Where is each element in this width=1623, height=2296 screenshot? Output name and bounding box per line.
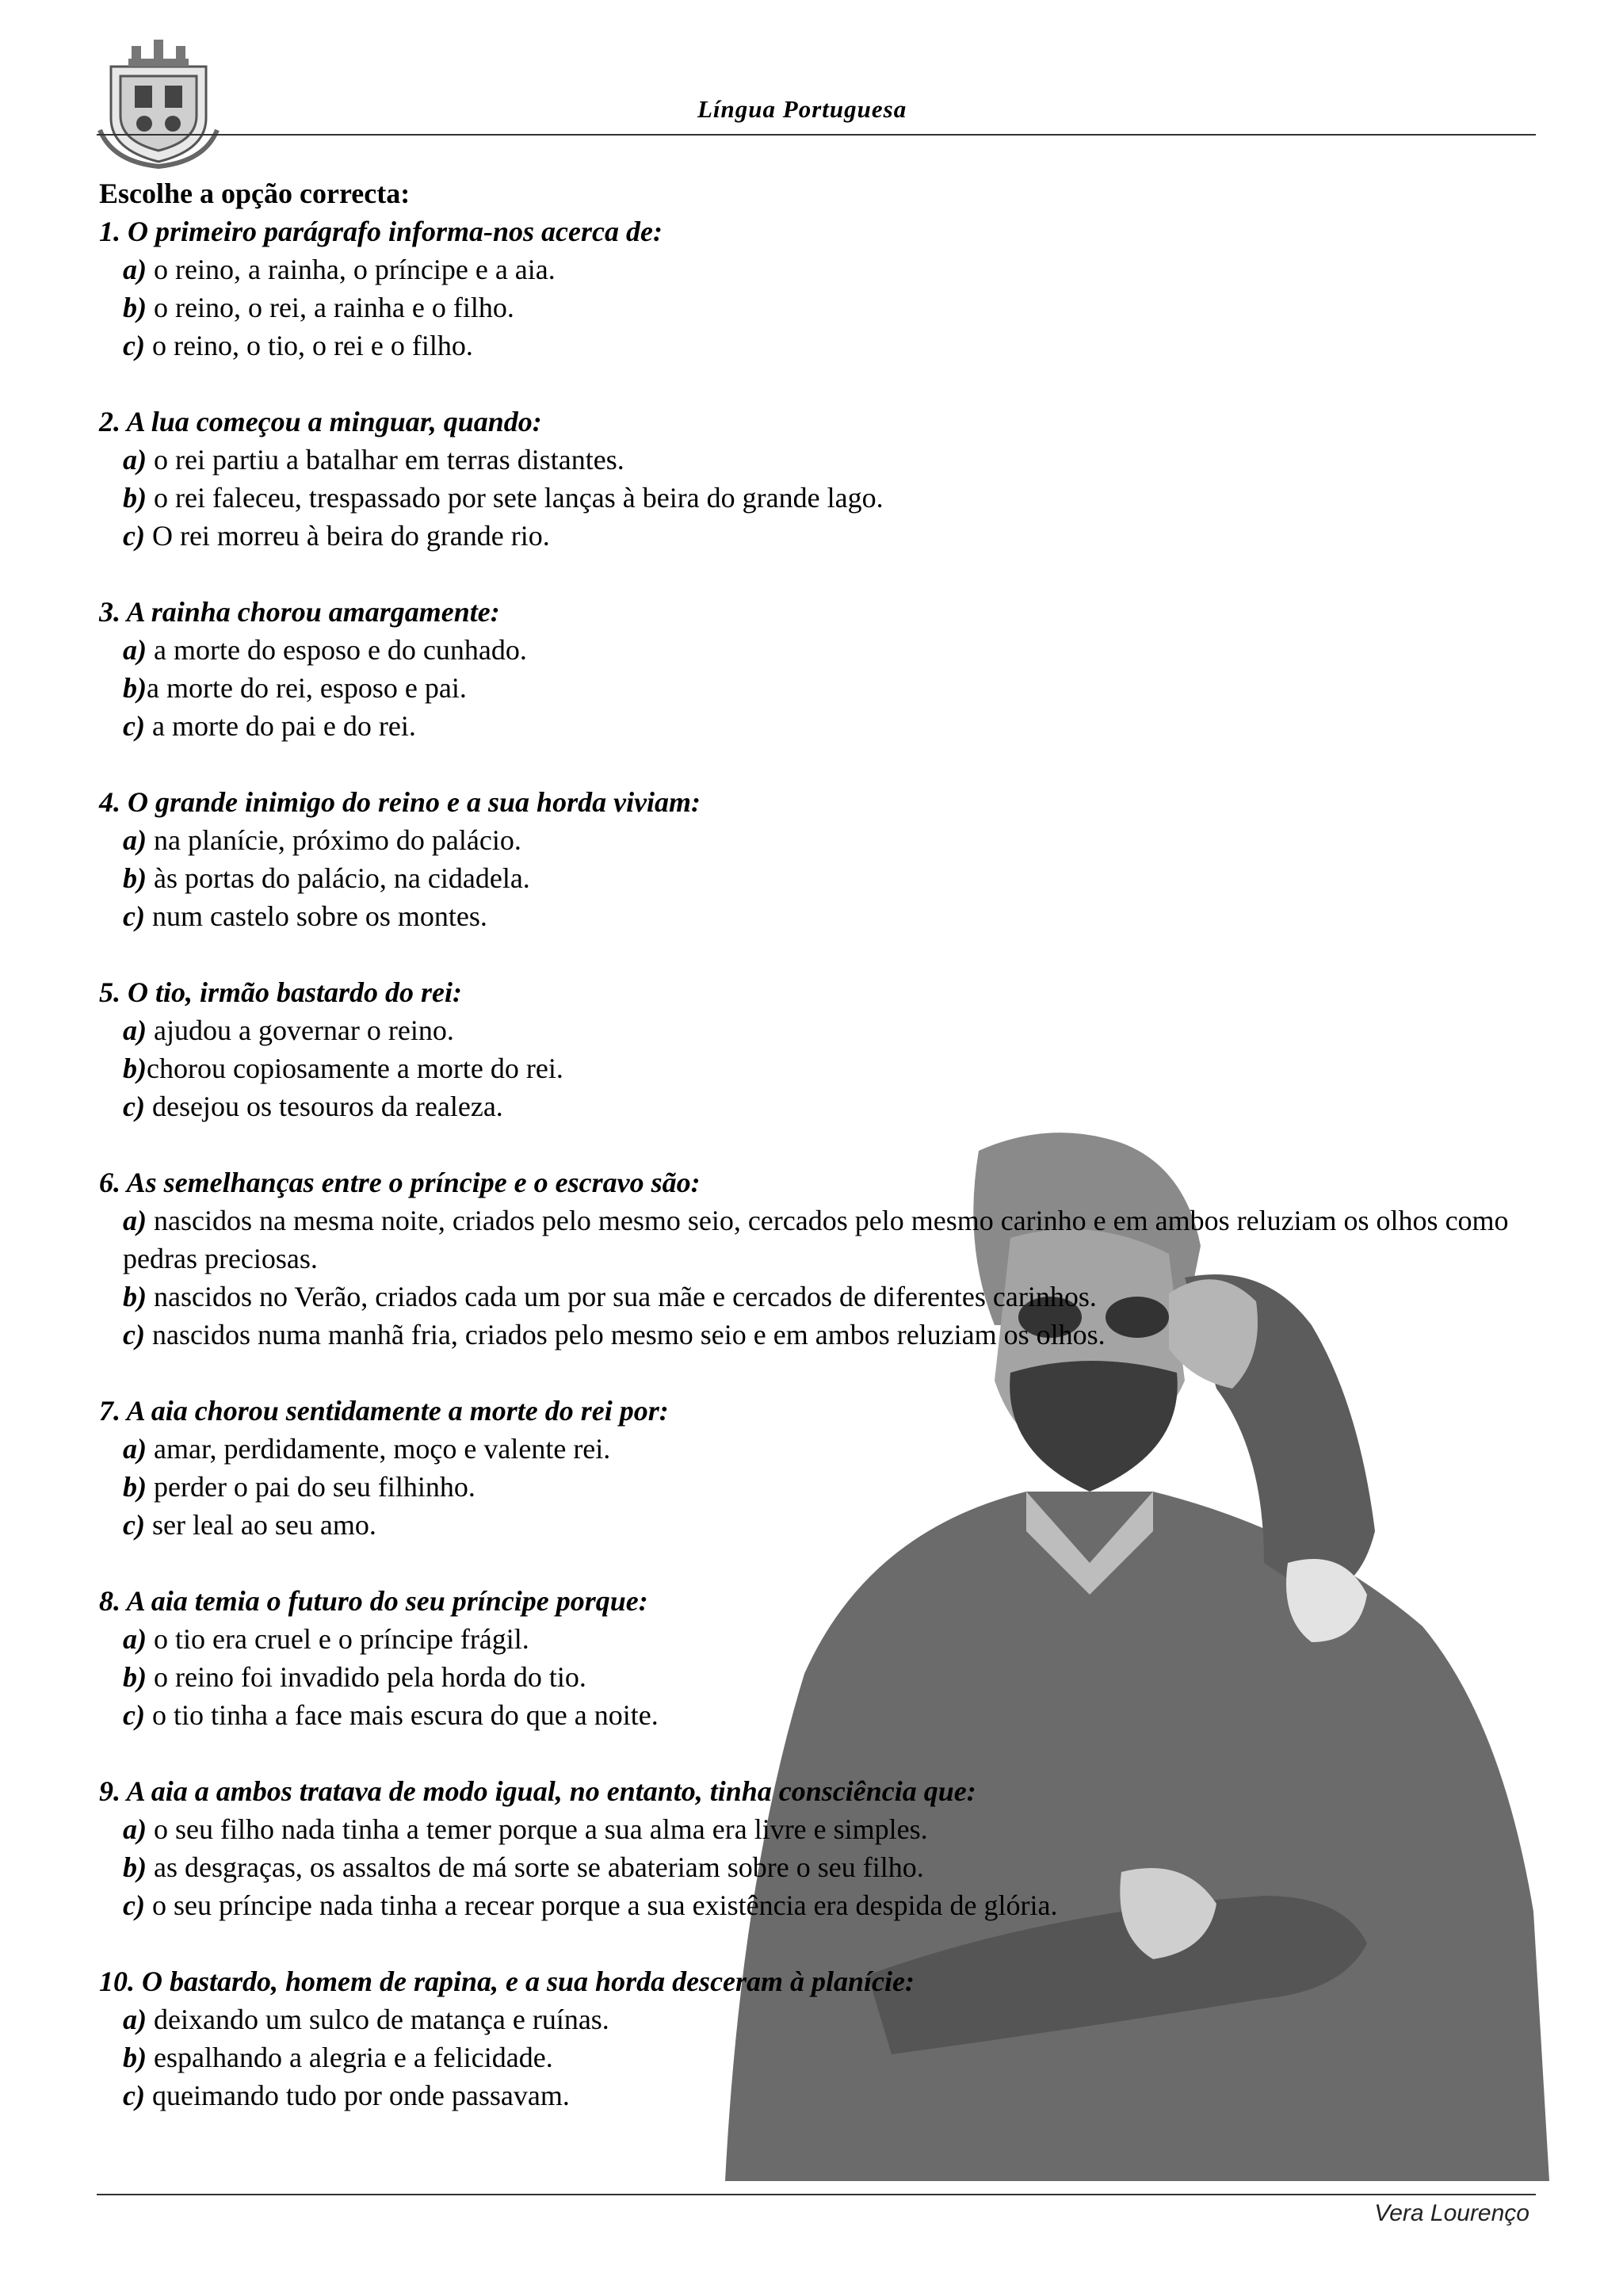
option-b — [99, 1658, 1541, 1696]
option-b — [99, 479, 1541, 517]
option-text: o reino, a rainha, o príncipe e a aia. — [147, 254, 556, 285]
option-letter: b) — [123, 672, 147, 704]
option-b — [99, 1049, 1541, 1087]
question-8 — [99, 1582, 1541, 1734]
option-text: chorou copiosamente a morte do rei. — [147, 1052, 563, 1084]
question-text: 4. O grande inimigo do reino e a sua horda viviam: — [99, 786, 701, 818]
option-letter: c) — [123, 1509, 145, 1541]
option-c — [99, 1506, 1541, 1544]
option-text: desejou os tesouros da realeza. — [144, 1091, 503, 1122]
option-a — [99, 1620, 1541, 1658]
question-text: 2. A lua começou a minguar, quando: — [99, 406, 542, 437]
option-text: num castelo sobre os montes. — [144, 900, 487, 932]
option-c — [99, 2076, 1541, 2115]
option-text: o rei partiu a batalhar em terras distantes. — [147, 444, 624, 476]
option-a — [99, 1810, 1541, 1848]
option-letter: b) — [123, 482, 147, 514]
option-c — [99, 707, 1541, 745]
header-title: Língua Portuguesa — [697, 95, 907, 123]
option-a — [99, 2000, 1541, 2038]
option-a — [99, 821, 1541, 859]
option-letter: a) — [123, 444, 147, 476]
option-text: perder o pai do seu filhinho. — [147, 1471, 475, 1503]
option-letter: c) — [123, 2080, 145, 2111]
option-b — [99, 669, 1541, 707]
option-text: ajudou a governar o reino. — [147, 1014, 454, 1046]
option-letter: a) — [123, 824, 147, 856]
option-letter: a) — [123, 634, 147, 666]
option-text: às portas do palácio, na cidadela. — [147, 862, 530, 894]
option-text: o seu príncipe nada tinha a recear porque a sua existência era despida de glória. — [144, 1889, 1058, 1921]
option-letter: c) — [123, 1091, 145, 1122]
option-letter: a) — [123, 2004, 147, 2035]
option-letter: a) — [123, 1813, 147, 1845]
question-text: 6. As semelhanças entre o príncipe e o escravo são: — [99, 1167, 701, 1198]
option-text: o tio tinha a face mais escura do que a noite. — [144, 1699, 659, 1731]
question-9 — [99, 1772, 1541, 1924]
option-c — [99, 517, 1541, 555]
option-a — [99, 441, 1541, 479]
option-text: o seu filho nada tinha a temer porque a sua alma era livre e simples. — [147, 1813, 928, 1845]
question-text: 1. O primeiro parágrafo informa-nos acerca de: — [99, 216, 663, 247]
question-10 — [99, 1962, 1541, 2115]
question-5 — [99, 973, 1541, 1125]
option-letter: b) — [123, 292, 147, 323]
question-text: 3. A rainha chorou amargamente: — [99, 596, 500, 628]
option-text: o reino, o rei, a rainha e o filho. — [147, 292, 514, 323]
option-letter: b) — [123, 2042, 147, 2073]
worksheet-content — [99, 174, 1541, 2153]
option-c — [99, 1696, 1541, 1734]
option-b — [99, 288, 1541, 327]
option-text: queimando tudo por onde passavam. — [144, 2080, 570, 2111]
option-text: nascidos no Verão, criados cada um por sua mãe e cercados de diferentes carinhos. — [147, 1281, 1097, 1312]
question-6 — [99, 1163, 1541, 1354]
option-letter: a) — [123, 1014, 147, 1046]
option-text: o reino, o tio, o rei e o filho. — [144, 330, 473, 361]
option-text: ser leal ao seu amo. — [144, 1509, 376, 1541]
option-b — [99, 1278, 1541, 1316]
option-text: amar, perdidamente, moço e valente rei. — [147, 1433, 611, 1465]
question-text: 10. O bastardo, homem de rapina, e a sua horda desceram à planície: — [99, 1966, 915, 1997]
option-letter: a) — [123, 1623, 147, 1655]
question-2 — [99, 403, 1541, 555]
option-letter: c) — [123, 1699, 145, 1731]
option-c — [99, 1316, 1541, 1354]
option-text: na planície, próximo do palácio. — [147, 824, 521, 856]
option-c — [99, 327, 1541, 365]
option-letter: c) — [123, 520, 145, 552]
footer-divider — [97, 2194, 1536, 2195]
option-letter: a) — [123, 1205, 147, 1236]
option-text: a morte do pai e do rei. — [144, 710, 416, 742]
option-a — [99, 1430, 1541, 1468]
option-text: deixando um sulco de matança e ruínas. — [147, 2004, 609, 2035]
option-text: o reino foi invadido pela horda do tio. — [147, 1661, 586, 1693]
option-text: nascidos na mesma noite, criados pelo mesmo seio, cercados pelo mesmo carinho e em ambos reluziam os olhos como pedras preciosas. — [123, 1205, 1509, 1274]
option-a — [99, 631, 1541, 669]
option-a — [99, 1011, 1541, 1049]
option-text: a morte do esposo e do cunhado. — [147, 634, 527, 666]
option-c — [99, 1886, 1541, 1924]
option-a — [99, 250, 1541, 288]
option-letter: c) — [123, 710, 145, 742]
option-text: espalhando a alegria e a felicidade. — [147, 2042, 553, 2073]
question-text: 5. O tio, irmão bastardo do rei: — [99, 976, 463, 1008]
option-text: nascidos numa manhã fria, criados pelo mesmo seio e em ambos reluziam os olhos. — [144, 1319, 1106, 1350]
school-crest-icon — [97, 35, 220, 170]
option-c — [99, 1087, 1541, 1125]
instruction: Escolhe a opção correcta: — [99, 178, 411, 209]
option-b — [99, 859, 1541, 897]
option-c — [99, 897, 1541, 935]
option-letter: b) — [123, 1471, 147, 1503]
option-letter: a) — [123, 1433, 147, 1465]
option-a — [99, 1201, 1541, 1278]
option-letter: b) — [123, 1281, 147, 1312]
option-letter: a) — [123, 254, 147, 285]
option-text: o rei faleceu, trespassado por sete lanças à beira do grande lago. — [147, 482, 884, 514]
option-b — [99, 1848, 1541, 1886]
option-text: a morte do rei, esposo e pai. — [147, 672, 467, 704]
question-7 — [99, 1392, 1541, 1544]
option-b — [99, 1468, 1541, 1506]
question-text: 9. A aia a ambos tratava de modo igual, no entanto, tinha consciência que: — [99, 1775, 976, 1807]
question-1 — [99, 212, 1541, 365]
option-text: as desgraças, os assaltos de má sorte se abateriam sobre o seu filho. — [147, 1851, 924, 1883]
option-letter: b) — [123, 1052, 147, 1084]
option-b — [99, 2038, 1541, 2076]
option-letter: c) — [123, 1319, 145, 1350]
option-letter: c) — [123, 330, 145, 361]
question-text: 8. A aia temia o futuro do seu príncipe porque: — [99, 1585, 648, 1617]
footer-author: Vera Lourenço — [1374, 2200, 1529, 2226]
question-text: 7. A aia chorou sentidamente a morte do rei por: — [99, 1395, 669, 1427]
option-letter: c) — [123, 900, 145, 932]
option-letter: b) — [123, 1661, 147, 1693]
question-3 — [99, 593, 1541, 745]
option-letter: c) — [123, 1889, 145, 1921]
option-letter: b) — [123, 862, 147, 894]
option-letter: b) — [123, 1851, 147, 1883]
header-divider — [97, 134, 1536, 136]
option-text: o tio era cruel e o príncipe frágil. — [147, 1623, 529, 1655]
option-text: O rei morreu à beira do grande rio. — [144, 520, 550, 552]
question-4 — [99, 783, 1541, 935]
